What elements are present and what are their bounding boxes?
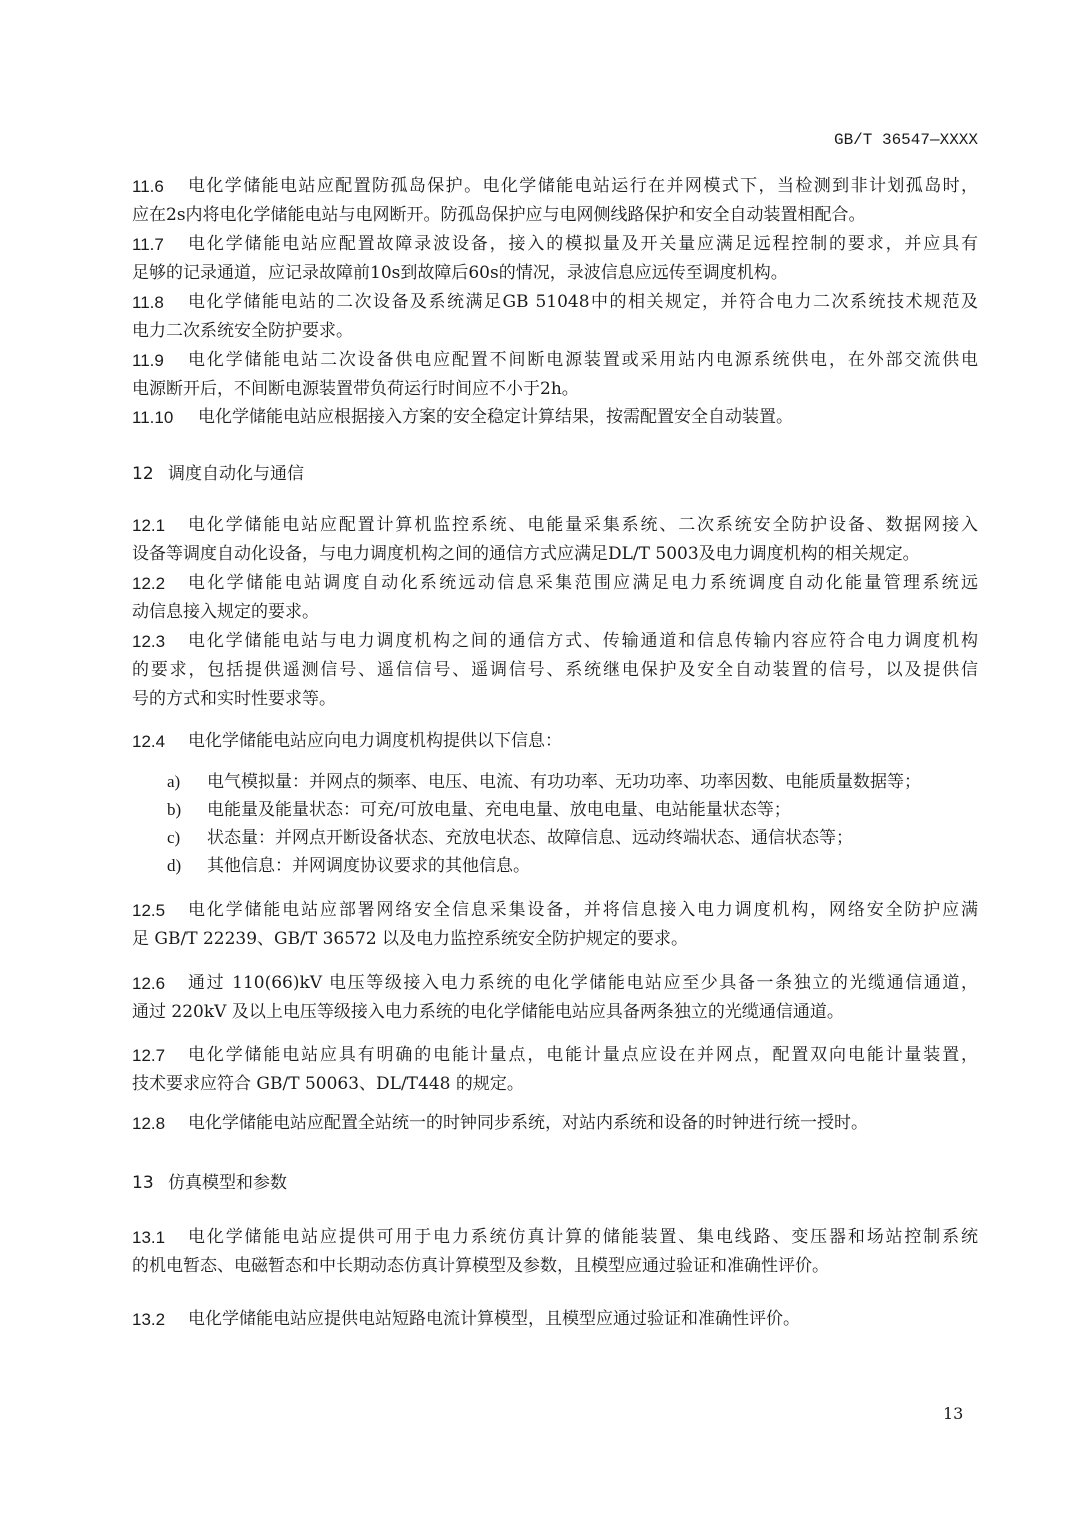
clause-12-3 [132,627,978,714]
clause-text: 应在2s内将电化学储能电站与电网断开。防孤岛保护应与电网侧线路保护和安全自动装置相配合。 [132,205,866,225]
clause-11-10 [132,403,978,432]
clause-number: 12.3 [132,632,166,651]
clause-line [132,598,978,627]
clause-number: 11.10 [132,408,174,427]
clause-text: 电化学储能电站应提供可用于电力系统仿真计算的储能装置、集电线路、变压器和场站控制系统 [188,1227,978,1247]
clause-text: 电化学储能电站应配置故障录波设备，接入的模拟量及开关量应满足远程控制的要求，并应具有 [188,234,978,254]
clause-line [132,1109,978,1138]
clause-text: 通过 110(66)kV 电压等级接入电力系统的电化学储能电站应至少具备一条独立的光缆通信通道， [188,973,978,993]
clause-line [132,172,978,201]
clause-line [132,288,978,317]
clause-line [132,403,978,432]
clause-text: 电化学储能电站应配置防孤岛保护。电化学储能电站运行在并网模式下，当检测到非计划孤岛时， [188,176,978,196]
list-item-label: b) [167,800,182,819]
clause-text: 电化学储能电站应配置全站统一的时钟同步系统，对站内系统和设备的时钟进行统一授时。 [188,1113,868,1133]
page-number: 13 [943,1404,964,1423]
clause-text: 电化学储能电站应配置计算机监控系统、电能量采集系统、二次系统安全防护设备、数据网接入 [188,515,978,535]
list-item-label: a) [167,772,181,791]
clause-line [132,346,978,375]
list-item [167,824,853,852]
section-number: 13 [132,1173,154,1193]
list-item-text: 其他信息：并网调度协议要求的其他信息。 [207,856,530,876]
list-item-label: c) [167,828,181,847]
clause-number: 11.8 [132,293,164,312]
clause-line [132,1223,978,1252]
clause-line [132,201,978,230]
clause-11-6 [132,172,978,230]
section-heading-13 [132,1168,287,1193]
clause-text: 足 GB/T 22239、GB/T 36572 以及电力监控系统安全防护规定的要求。 [132,929,689,949]
clause-12-1 [132,511,978,569]
list-item [167,852,530,880]
clause-line [132,1070,978,1099]
clause-text: 电化学储能电站二次设备供电应配置不间断电源装置或采用站内电源系统供电，在外部交流供电 [188,350,978,370]
list-item [167,796,791,824]
clause-text: 动信息接入规定的要求。 [132,602,319,622]
clause-text: 电源断开后，不间断电源装置带负荷运行时间应不小于2h。 [132,379,579,399]
clause-number: 11.7 [132,235,164,254]
clause-line [132,230,978,259]
list-item-text: 电能量及能量状态：可充/可放电量、充电电量、放电电量、电站能量状态等； [207,800,791,820]
clause-text: 电力二次系统安全防护要求。 [132,321,353,341]
section-title: 仿真模型和参数 [168,1173,287,1193]
clause-text: 设备等调度自动化设备，与电力调度机构之间的通信方式应满足DL/T 5003及电力调度机构的相关规定。 [132,544,920,564]
clause-text: 的机电暂态、电磁暂态和中长期动态仿真计算模型及参数，且模型应通过验证和准确性评价。 [132,1256,829,1276]
section-heading-12 [132,459,304,484]
list-item-text: 状态量：并网点开断设备状态、充放电状态、故障信息、远动终端状态、通信状态等； [207,828,853,848]
clause-number: 11.6 [132,177,164,196]
clause-line [132,969,978,998]
clause-number: 12.2 [132,574,166,593]
standard-code-header: GB/T 36547—XXXX [833,131,978,149]
clause-line [132,1252,978,1281]
clause-text: 电化学储能电站与电力调度机构之间的通信方式、传输通道和信息传输内容应符合电力调度机构 [188,631,978,651]
clause-number: 13.1 [132,1228,166,1247]
clause-line [132,511,978,540]
clause-number: 12.6 [132,974,166,993]
clause-line [132,998,978,1027]
clause-number: 12.5 [132,901,166,920]
clause-number: 13.2 [132,1310,166,1329]
clause-11-8 [132,288,978,346]
clause-text: 足够的记录通道，应记录故障前10s到故障后60s的情况，录波信息应远传至调度机构。 [132,263,788,283]
clause-line [132,656,978,685]
clause-number: 12.4 [132,732,166,751]
clause-line [132,317,978,346]
clause-12-2 [132,569,978,627]
clause-text: 通过 220kV 及以上电压等级接入电力系统的电化学储能电站应具备两条独立的光缆通信通道。 [132,1002,844,1022]
clause-text: 电化学储能电站应提供电站短路电流计算模型，且模型应通过验证和准确性评价。 [188,1309,800,1329]
clause-line [132,375,978,404]
clause-line [132,925,978,954]
clause-text: 号的方式和实时性要求等。 [132,689,336,709]
clause-line [132,259,978,288]
clause-text: 电化学储能电站调度自动化系统远动信息采集范围应满足电力系统调度自动化能量管理系统远 [188,573,978,593]
clause-13-2 [132,1305,978,1334]
clause-line [132,540,978,569]
clause-12-4 [132,727,978,756]
clause-line [132,685,978,714]
clause-text: 电化学储能电站应向电力调度机构提供以下信息： [188,731,562,751]
clause-line [132,1041,978,1070]
clause-text: 技术要求应符合 GB/T 50063、DL/T448 的规定。 [132,1074,524,1094]
list-item [167,768,921,796]
clause-text: 电化学储能电站应根据接入方案的安全稳定计算结果，按需配置安全自动装置。 [198,407,793,427]
list-item-text: 电气模拟量：并网点的频率、电压、电流、有功功率、无功功率、功率因数、电能质量数据等； [207,772,921,792]
clause-11-9 [132,346,978,404]
list-item-label: d) [167,856,182,875]
clause-line [132,727,978,756]
clause-text: 的要求，包括提供遥测信号、遥信信号、遥调信号、系统继电保护及安全自动装置的信号，以及提供信 [132,660,978,680]
clause-line [132,569,978,598]
clause-13-1 [132,1223,978,1281]
clause-12-6 [132,969,978,1027]
clause-number: 12.8 [132,1114,166,1133]
clause-12-8 [132,1109,978,1138]
section-number: 12 [132,464,154,484]
clause-line [132,896,978,925]
section-title: 调度自动化与通信 [168,464,304,484]
clause-text: 电化学储能电站应部署网络安全信息采集设备，并将信息接入电力调度机构，网络安全防护应满 [188,900,978,920]
clause-line [132,627,978,656]
clause-line [132,1305,978,1334]
clause-number: 12.7 [132,1046,166,1065]
clause-number: 12.1 [132,516,166,535]
clause-12-7 [132,1041,978,1099]
clause-11-7 [132,230,978,288]
clause-12-5 [132,896,978,954]
clause-text: 电化学储能电站应具有明确的电能计量点，电能计量点应设在并网点，配置双向电能计量装置， [188,1045,978,1065]
clause-number: 11.9 [132,351,164,370]
clause-text: 电化学储能电站的二次设备及系统满足GB 51048中的相关规定，并符合电力二次系统技术规范及 [188,292,978,312]
